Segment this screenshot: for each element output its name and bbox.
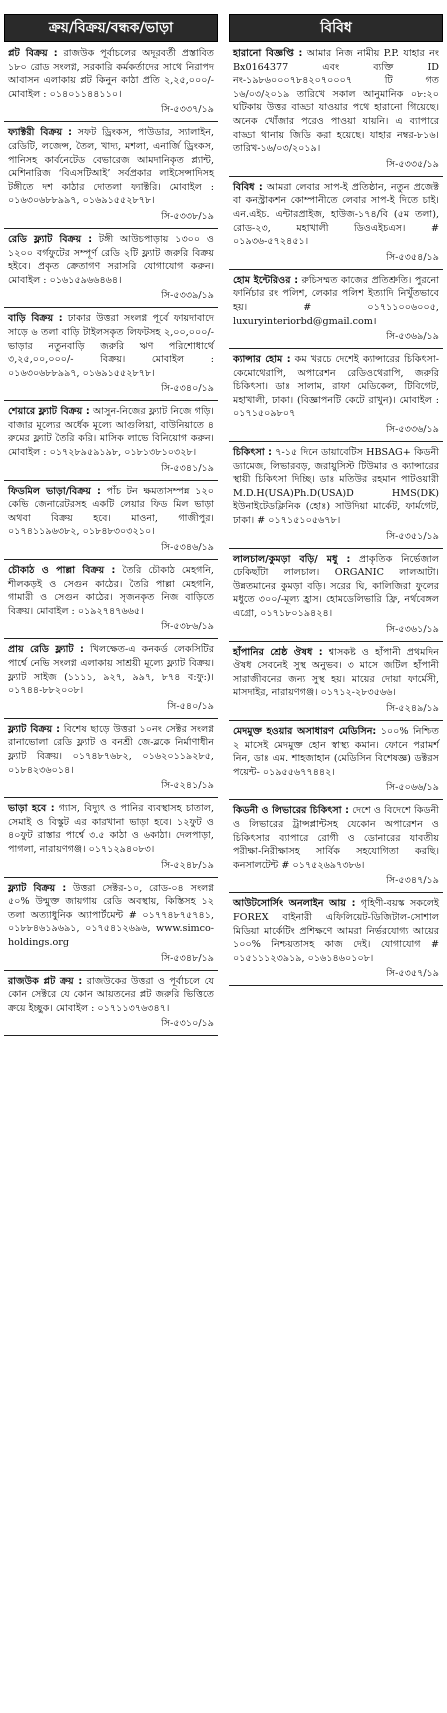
ad-text (4, 643, 218, 697)
ad-divider (4, 559, 218, 560)
ad-heading: চৌকাঠ ও পাল্লা বিক্রয় : (8, 565, 116, 577)
ad-text (4, 882, 218, 950)
ad-text (4, 233, 218, 287)
ad-body: রাজউক পূর্বাচলের অদূরবর্তী প্রস্তাবিত ১৮০ রোড সংলগ্ন, সরকারি কর্মকর্তাদের সাথে নিরাপদ আবাসন এলাকায় প্লট কিনুন কাঠা প্রতি ২,২৫,০০০/- মোবাইল : ০১৪০১১৪৪১১০। (8, 48, 214, 100)
column-header: বিবিধ (229, 14, 443, 42)
ad-heading: আউটসোর্সিং অনলাইন আয় : (233, 898, 356, 910)
ad-text (229, 353, 443, 421)
classified-ad (4, 802, 218, 877)
ad-divider (229, 176, 443, 177)
ad-reference-code: সি-৫৩৩৮/১৯ (161, 210, 214, 222)
ad-heading: ফিডমিল ভাড়া/বিক্রয় : (8, 485, 101, 497)
ad-heading: প্লট বিক্রয় : (8, 48, 58, 59)
ad-divider (4, 1035, 218, 1036)
ad-reference-code: সি-৫৩৫৪/১৯ (386, 251, 439, 263)
ad-divider (4, 228, 218, 229)
ad-body: আমার নিজ নামীয় P.P. যাহার নং Bx0164377 এবং ব্যক্তি ID নং-১৯৮৬০০০৭৮৪২০৭০০০৭ টি গত ১৬/০৩/২০১৯ তারিখে সকাল আনুমানিক ০৮:২০ ঘটিকায় উত্তর বাড্ডা যাওয়ার পথে হারানো গিয়েছে। অনেক খোঁজার পরেও পাওয়া যায়নি। এ ব্যাপারে বাড্ডা থানায় জিডি করা হয়েছে। যাহার নম্বর-৮১৬। তারিখ-১৬/০৩/২০১৯। (233, 48, 439, 155)
ad-divider (4, 718, 218, 719)
ad-reference-code: সি-৫৩৬৯/১৯ (386, 331, 439, 343)
ad-text (4, 485, 218, 539)
ad-heading: শেয়ারে ফ্ল্যাট বিক্রয় : (8, 406, 90, 418)
ad-reference-code: সি-৫২৪৯/১৯ (386, 702, 439, 714)
ad-divider (229, 720, 443, 721)
ad-reference-code: সি-৫৩৪৮/১৯ (161, 952, 214, 964)
classified-ad (4, 312, 218, 401)
ad-body: তৈরি চৌকাঠ মেহগনি, শীলকড়ই ও সেগুন কাঠের। তৈরি পাল্লা মেহগনি, গামারী ও সেগুন কাঠের। সৃজনকৃত নিজ বাড়িতে বিক্রয়। মোবাইল : ০১৯২৭৪৭৬৬৫। (8, 565, 214, 617)
ad-text (229, 181, 443, 249)
ad-text (4, 975, 218, 1016)
ad-body: ১০০% নিশ্চিত ২ মাসেই মেদমুক্ত হোন স্বাস্থ্য কমান। ফোনে পরামর্শ নিন, ডাঃ এম. শাহজাহান (মেডিসিন বিশেষজ্ঞ) ডক্টরস পয়েন্ট- ০১৯৫৫৬৭৭৪৪২। (233, 725, 439, 778)
ad-text (229, 804, 443, 872)
ad-text (229, 897, 443, 965)
classified-ad (229, 897, 443, 986)
ad-reference-code: সি-৫৩৩৫/১৯ (386, 158, 439, 170)
ad-divider (4, 400, 218, 401)
ad-reference-code: সি-৫৩৪০/১৯ (161, 383, 214, 395)
ad-heading: হারানো বিজ্ঞপ্তি : (233, 48, 303, 59)
classified-ad (4, 564, 218, 639)
ad-heading: ক্যান্সার হোম : (233, 354, 291, 366)
classified-ad (4, 485, 218, 560)
ad-reference-code: সি-৫৩৪১/১৯ (161, 462, 214, 474)
ad-reference-code: সি-৫২৪৮/১৯ (161, 859, 214, 871)
ad-heading: মেদমুক্ত হওয়ার অসাধারণ মেডিসিন: (233, 725, 377, 737)
classified-ad (4, 643, 218, 718)
ad-body: আমরা লেবার সাপ-ই প্রতিষ্ঠান, নতুন প্রজেক্ট বা কনস্ট্রাকশন কোম্পানীতে লেবার সাপ-ই দিতে চাই। এন.এইচ. এন্টারপ্রাইজ, হাউজ-১৭৪/বি (৫ম তলা), রোড-২৩, মহাখালী ডিওএইচএস। # ০১৯৩৬-৫৭২৪৫১। (233, 181, 439, 248)
ad-body: উত্তরা সেক্টর-১০, রোড-০৪ সংলগ্ন ৫০% উন্মুক্ত জায়গায় রেডি অবস্থায়, কিস্তিসহ ১২ তলা অত্যাধুনিক অ্যাপার্টমেন্ট # ০১৭৭৪৮৭৫৭৪১, ০১৮৮৪৬১৯৬৯১, ০১৭৫৪১২৬৯৬, www.simco-holdings.org (8, 882, 214, 948)
ad-divider (4, 480, 218, 481)
ad-body: দেশে ও বিদেশে কিডনী ও লিভারের ট্রান্সপ্লান্টসহ যেকোন অপারেশন ও চিকিৎসার ব্যাপারে রোগী ও ডোনারের যাবতীয় পরীক্ষা-নিরীক্ষাসহ সার্বিক সহযোগিতা করছি। কনসালটেন্ট # ০১৭৫২৬৯৭৩৮৬। (233, 805, 439, 871)
ad-divider (4, 970, 218, 971)
classified-column-buy-sell (4, 14, 218, 1040)
ad-body: পাঁচ টন ক্ষমতাসম্পন্ন ১২০ কেভি জেনারেটরসহ একটি লেয়ার ফিড মিল ভাড়া অথবা বিক্রয় হবে। মাওনা, গাজীপুর। ০১৭৪১১৯৬৩৮২, ০১৮৪৮৩০৩২১০। (8, 485, 214, 538)
ad-divider (229, 548, 443, 549)
ad-body: বিশেষ ছাড়ে উত্তরা ১০নং সেক্টর সংলগ্ন রানাভোলা রেডি ফ্ল্যাট ও বনশ্রী জে-ব্লকে নির্মাণাধীন ফ্ল্যাট বিক্রয়। ০১৭৪৮৭৬৮২, ০১৬২০১১৯২৮৫, ০১৮৪২৩৬০১৪। (8, 723, 214, 776)
ad-reference-code: সি-৫৩৩৯/১৯ (161, 290, 214, 302)
ad-reference-code: সি-৫৩৫১/১৯ (386, 530, 439, 542)
ad-text (4, 312, 218, 380)
ad-reference-code: সি-৫৩৪৭/১৯ (386, 875, 439, 887)
ad-body: রাজউকের উত্তরা ও পূর্বাচলে যে কোন সেক্টরে যে কোন আয়তনের প্লট জরুরি ভিত্তিতে ক্রয়ে ইচ্ছুক। মোবাইল : ০১৭১১৩৭৬৩৪৭। (8, 975, 214, 1014)
ad-divider (4, 638, 218, 639)
classified-ad (4, 47, 218, 122)
ad-heading: বাড়ি বিক্রয় : (8, 313, 63, 325)
ad-text (229, 446, 443, 528)
ad-body: ঢাকার উত্তরা সংলগ্ন পূর্বে ফায়দাবাদে সাড়ে ৬ তলা বাড়ি টাইলসকৃত লিফটসহ ২,০০,০০০/- ভাড়ার নতুনবাড়ি জরুরি ঋণ পরিশোধার্থে ৩,২৫,০০,০০০/- বিক্রয়। মোবাইল : ০১৬৩০৬৮৮৯৯৭, ০১৬৯১৫৫২৮৭৮। (8, 313, 214, 379)
ad-reference-code: সি-৫৩৩৬/১৯ (386, 424, 439, 436)
ad-divider (229, 799, 443, 800)
ad-body: টঙ্গী আউচপাড়ায় ১৩০০ ও ১২০০ বর্গফুটের সম্পূর্ণ রেডি ২টি ফ্ল্যাট জরুরি বিক্রয় হইবে। প্রকৃত ক্রেতাগণ সরাসরি যোগাযোগ করুন। মোবাইল : ০১৬১৫৯৬৬৪৬৪। (8, 233, 214, 286)
ad-body: খিলক্ষেত-এ কনকর্ড লেকসিটির পার্শ্বে নেভি সংলগ্ন এলাকায় সাশ্রয়ী মূল্যে ফ্ল্যাট বিক্রয়। ফ্ল্যাট সাইজ (১১১১, ৯২৭, ৯৯৭, ৮৭৪ ব:ফু:)। ০১৭৪৪-৮৮২০০৮। (8, 644, 214, 697)
ad-text (4, 405, 218, 459)
ad-heading: হাঁপানির শ্রেষ্ঠ ঔষধ : (233, 646, 323, 658)
classified-ad (229, 725, 443, 800)
ad-body: আসুন-নিজের ফ্ল্যাট নিজে গড়ি। বাজার মূল্যের অর্ধেক মূল্যে আগুলিয়া, বাউনিয়াতে ৪ রুমের ফ্ল্যাট তৈরি করি। মাসিক লাভে বিনিয়োগ করুন। মোবাইল : ০১৭২৮৯৫৯১৯৮, ০১৮১৩৮১০৩২৮। (8, 406, 214, 459)
ad-heading: ভাড়া হবে : (8, 803, 55, 815)
ad-divider (4, 307, 218, 308)
ad-heading: ফ্ল্যাট বিক্রয় : (8, 723, 60, 735)
ad-reference-code: সি-৫৩৩৭/১৯ (161, 104, 214, 116)
ad-heading: রেডি ফ্ল্যাট বিক্রয় : (8, 233, 93, 245)
ad-body: শ্বাসকষ্ট ও হাঁপানী প্রথমদিন ঔষধ সেবনেই সুস্থ অনুভব। ৩ মাসে জটিল হাঁপানী সারাজীবনের জন্য সুস্থ হয়। মায়ের দোয়া ফার্মেসী, মাসদাইর, নারায়ণগঞ্জ। ০১৭১২-২৮৩৫৬৬। (233, 646, 439, 699)
ad-body: সফট ড্রিংকস, পাউডার, স্যালাইন, রেডিটি, লজেন্স, তৈল, খাদ্য, মশলা, এনার্জি ড্রিংকস, পানিসহ কার্বনেটেড বেভারেজ আমদানিকৃত প্ল্যান্ট, মেশিনারিজ ‘বিএসটিআই’ সর্বপ্রকার লাইসেন্সাদিসহ টঙ্গীতে দশ কাঠার দোতলা ফ্যাক্টরি। মোবাইল : ০১৬৩০৬৮৮৯৯৭, ০১৬৯১৫৫২৮৭৮। (8, 127, 214, 207)
classified-ad (229, 274, 443, 349)
ad-heading: রাজউক প্লট ক্রয় : (8, 975, 83, 987)
ad-body: গ্যাস, বিদ্যুৎ ও পানির ব্যবস্থাসহ চাতাল, সেমাই ও বিস্কুট এর কারখানা ভাড়া হবে। ১২ফুট ও ৪০ফুট রাস্তার পার্শ্বে ৩.৫ কাঠা ও ৬কাঠা। দেলপাড়া, পাগলা, নারায়ণগঞ্জ। ০১৭১২৯৪০৮৩। (8, 803, 214, 855)
ad-heading: ফ্ল্যাট বিক্রয় : (8, 882, 67, 894)
ad-reference-code: সি-৫৩৬১/১৯ (386, 623, 439, 635)
ad-text (4, 564, 218, 618)
ad-text (229, 274, 443, 328)
ad-divider (4, 797, 218, 798)
ad-divider (229, 348, 443, 349)
ad-reference-code: সি-৫৩৪৬/১৯ (161, 542, 214, 554)
ad-heading: প্রায় রেডি ফ্ল্যাট : (8, 644, 84, 656)
ad-divider (229, 269, 443, 270)
classified-ad (4, 882, 218, 971)
ad-heading: লালচাল/কুমড়া বড়ি/ মধু : (233, 553, 351, 565)
classified-column-miscellaneous (229, 14, 443, 990)
ad-text (229, 47, 443, 156)
classified-ad (229, 353, 443, 442)
classified-ad (4, 233, 218, 308)
ad-body: প্রাকৃতিক নির্ভেজাল ঢেকিছাঁটা লালচাল। ORGANIC লালআটা। উন্নতমানের কুমড়া বড়ি। সরের ঘি, কালিজিরা ফুলের মধুতে ৩০০/-মূল্য হ্রাস। হোমডেলিভারি ফ্রি, নর্থবেঙ্গল এগ্রো, ০১৭১৮০১৯৪২৪। (233, 553, 439, 619)
ad-heading: হোম ইন্টেরিওর : (233, 274, 299, 286)
ad-text (229, 646, 443, 700)
ad-heading: চিকিৎসা : (233, 447, 273, 459)
ad-body: কম খরচে দেশেই ক্যান্সারের চিকিৎসা-কেমোথেরাপি, অপারেশন রেডিওথেরাপি, জরুরি চিকিৎসা। ডাঃ সালাম, রাফা মেডিকেল, টিবিগেট, মহাখালী, ঢাকা। (বিজ্ঞাপনটি কেটে রাখুন)। মোবাইল : ০১৭১৫০৯৮০৭ (233, 354, 439, 420)
classified-ad (229, 181, 443, 270)
ad-divider (229, 641, 443, 642)
classified-ad (4, 975, 218, 1037)
ad-text (229, 553, 443, 621)
classified-ad (229, 446, 443, 549)
classified-ad (4, 126, 218, 229)
ad-heading: ফ্যাক্টরী বিক্রয় : (8, 127, 72, 139)
ad-divider (229, 985, 443, 986)
classified-ad (4, 723, 218, 798)
ad-divider (229, 892, 443, 893)
ad-text (229, 725, 443, 779)
ad-body: ৭-১৫ দিনে ডায়াবেটিস HBSAG+ কিডনী ড্যামেজ, লিভারবড়, জরায়ুসিস্ট টিউমার ও ক্যান্সারের স্থায়ী চিকিৎসা দিচ্ছি। ডাঃ মতিউর রহমান পাটওয়ারী M.D.H(USA)Ph.D(USA)D HMS(DK) ইউনাইটেডক্লিনিক (হোঃ) সাউদিয়া মার্কেট, ফার্মগেট, ঢাকা। # ০১৭১৫১০৫৬৭৮। (233, 447, 439, 527)
ad-text (4, 802, 218, 856)
ad-reference-code: সি-৫০৬৬/১৯ (386, 782, 439, 794)
ad-divider (4, 877, 218, 878)
ad-text (4, 126, 218, 208)
column-header: ক্রয়/বিক্রয়/বন্ধক/ভাড়া (4, 14, 218, 42)
ad-text (4, 723, 218, 777)
ad-reference-code: সি-৫৩৫৭/১৯ (386, 968, 439, 980)
classified-ad (229, 47, 443, 177)
ad-reference-code: সি-৫৩৮৬/১৯ (161, 621, 214, 633)
ad-reference-code: সি-৫৩১০/১৯ (161, 1018, 214, 1030)
ad-reference-code: সি-৫৪০/১৯ (167, 700, 214, 712)
ad-reference-code: সি-৫২৪১/১৯ (161, 780, 214, 792)
ad-body: গৃহিণী-বয়স্ক সকলেই FOREX বাইনারী এফিলিয়েট-ডিজিটাল-সোশাল মিডিয়া মার্কেটিং প্রশিক্ষণে আমরা নির্ভরযোগ্য আয়ের ১০০% নিশ্চয়তাসহ কাজ দেই। যোগাযোগ # ০১৫১১১২৩৯১৯, ০১৬১৪৬০১০৮। (233, 898, 439, 964)
ad-heading: বিবিধ : (233, 181, 263, 193)
classified-ad (4, 405, 218, 480)
classified-ad (229, 553, 443, 642)
ad-body: রুচিসম্মত কাজের প্রতিশ্রুতি। পুরনো ফার্নিচার রং পলিশ, লেকার পলিশ ইত্যাদি নিখুঁতভাবে হয়। # ০১৭১১০০৬০০৫, luxuryinteriorbd@gmail.com। (233, 274, 439, 327)
ad-divider (229, 441, 443, 442)
ad-text (4, 47, 218, 101)
ad-divider (4, 121, 218, 122)
ad-heading: কিডনী ও লিভারের চিকিৎসা : (233, 805, 349, 817)
classified-ad (229, 804, 443, 893)
classified-ad (229, 646, 443, 721)
